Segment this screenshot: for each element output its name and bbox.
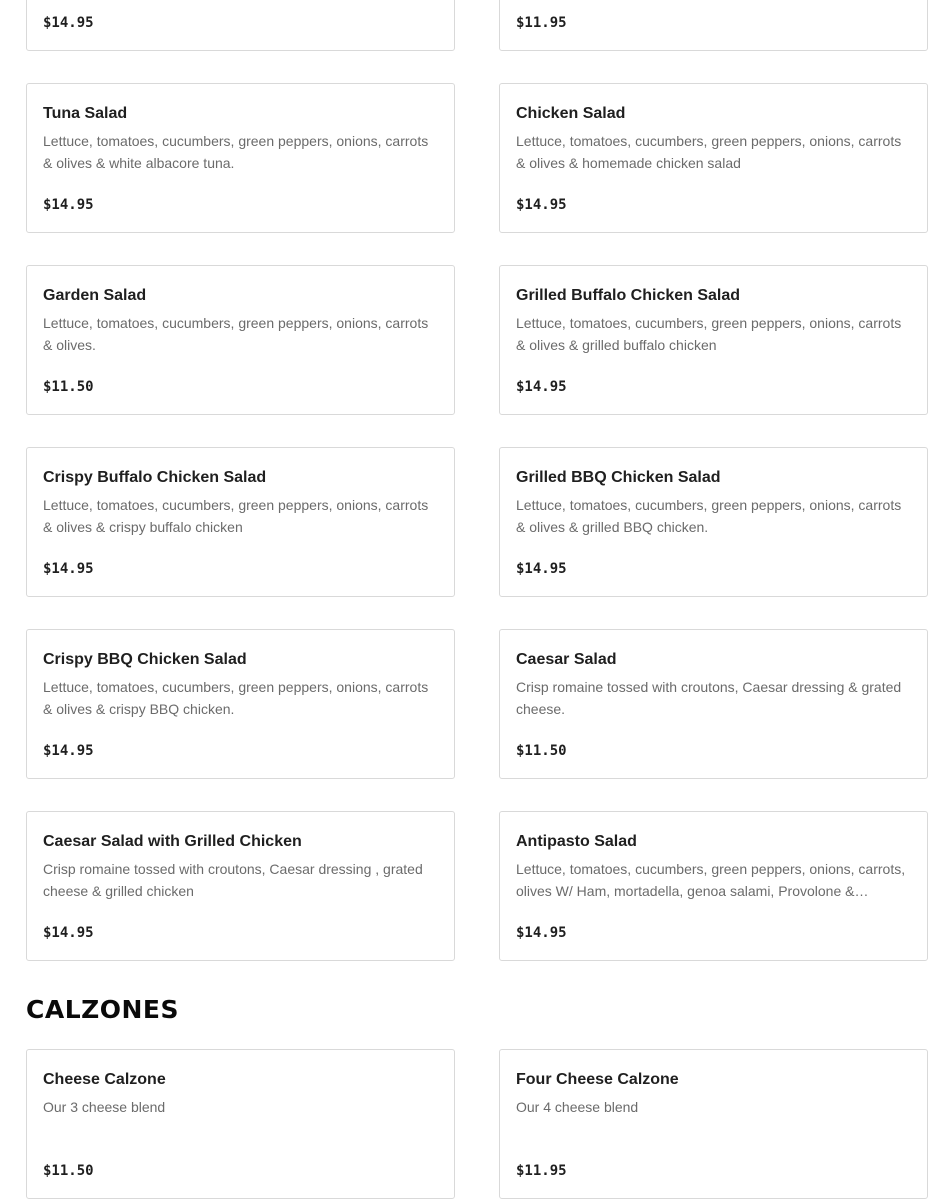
menu-item-card[interactable] bbox=[499, 629, 928, 779]
item-price: $11.50 bbox=[43, 379, 94, 395]
menu-item-card[interactable] bbox=[26, 1049, 455, 1199]
item-description: Lettuce, tomatoes, cucumbers, green peppers, onions, carrots & olives & homemade chicken salad bbox=[516, 133, 902, 171]
item-description: Lettuce, tomatoes, cucumbers, green peppers, onions, carrots & olives & crispy buffalo chicken bbox=[43, 497, 429, 535]
menu-item-card[interactable] bbox=[26, 265, 455, 415]
item-description: Lettuce, tomatoes, cucumbers, green peppers, onions, carrots & olives & grilled BBQ chicken. bbox=[516, 497, 902, 535]
item-description: Lettuce, tomatoes, cucumbers, green peppers, onions, carrots & olives & crispy BBQ chicken. bbox=[43, 679, 429, 717]
item-price: $14.95 bbox=[43, 925, 94, 941]
item-description: Lettuce, tomatoes, cucumbers, green peppers, onions, carrots & olives & white albacore tuna. bbox=[43, 133, 429, 171]
item-name: Grilled Buffalo Chicken Salad bbox=[516, 287, 741, 304]
item-price: $11.95 bbox=[516, 1163, 567, 1179]
item-price: $14.95 bbox=[516, 197, 567, 213]
item-name: Four Cheese Calzone bbox=[516, 1071, 679, 1088]
calzones-grid bbox=[26, 1049, 928, 1199]
item-price: $14.95 bbox=[43, 15, 94, 31]
item-name: Cheese Calzone bbox=[43, 1071, 166, 1088]
menu-item-card[interactable] bbox=[26, 629, 455, 779]
item-price: $14.95 bbox=[43, 743, 94, 759]
item-name: Grilled BBQ Chicken Salad bbox=[516, 469, 721, 486]
menu-item-card[interactable] bbox=[499, 1049, 928, 1199]
item-name: Tuna Salad bbox=[43, 105, 128, 122]
item-price: $11.50 bbox=[43, 1163, 94, 1179]
item-description: Our 4 cheese blend bbox=[516, 1099, 639, 1115]
item-name: Antipasto Salad bbox=[516, 833, 637, 850]
menu-item-card[interactable] bbox=[26, 83, 455, 233]
menu-item-card[interactable] bbox=[499, 83, 928, 233]
item-description: Our 3 cheese blend bbox=[43, 1099, 166, 1115]
menu-item-card[interactable] bbox=[499, 0, 928, 51]
menu-item-card[interactable] bbox=[26, 447, 455, 597]
item-price: $11.95 bbox=[516, 15, 567, 31]
item-name: Chicken Salad bbox=[516, 105, 626, 122]
item-price: $14.95 bbox=[43, 197, 94, 213]
item-price: $14.95 bbox=[516, 379, 567, 395]
menu-item-card[interactable] bbox=[499, 811, 928, 961]
menu-item-card[interactable] bbox=[499, 265, 928, 415]
item-name: Caesar Salad bbox=[516, 651, 617, 668]
item-price: $14.95 bbox=[516, 561, 567, 577]
section-heading-calzones: CALZONES bbox=[26, 995, 180, 1024]
item-price: $11.50 bbox=[516, 743, 567, 759]
item-price: $14.95 bbox=[516, 925, 567, 941]
item-name: Caesar Salad with Grilled Chicken bbox=[43, 833, 302, 850]
menu-item-card[interactable] bbox=[499, 447, 928, 597]
item-description: Lettuce, tomatoes, cucumbers, green peppers, onions, carrots, olives W/ Ham, mortadella, genoa salami, Provolone &… bbox=[516, 861, 906, 899]
item-description: Lettuce, tomatoes, cucumbers, green peppers, onions, carrots & olives & grilled buffalo chicken bbox=[516, 315, 902, 353]
salads-grid bbox=[26, 0, 928, 961]
item-name: Crispy Buffalo Chicken Salad bbox=[43, 469, 267, 486]
menu-item-card[interactable] bbox=[26, 811, 455, 961]
menu-item-card[interactable] bbox=[26, 0, 455, 51]
item-name: Crispy BBQ Chicken Salad bbox=[43, 651, 247, 668]
item-description: Crisp romaine tossed with croutons, Caesar dressing & grated cheese. bbox=[516, 679, 902, 717]
item-description: Crisp romaine tossed with croutons, Caesar dressing , grated cheese & grilled chicken bbox=[43, 861, 423, 899]
item-name: Garden Salad bbox=[43, 287, 147, 304]
item-description: Lettuce, tomatoes, cucumbers, green peppers, onions, carrots & olives. bbox=[43, 315, 429, 353]
item-price: $14.95 bbox=[43, 561, 94, 577]
